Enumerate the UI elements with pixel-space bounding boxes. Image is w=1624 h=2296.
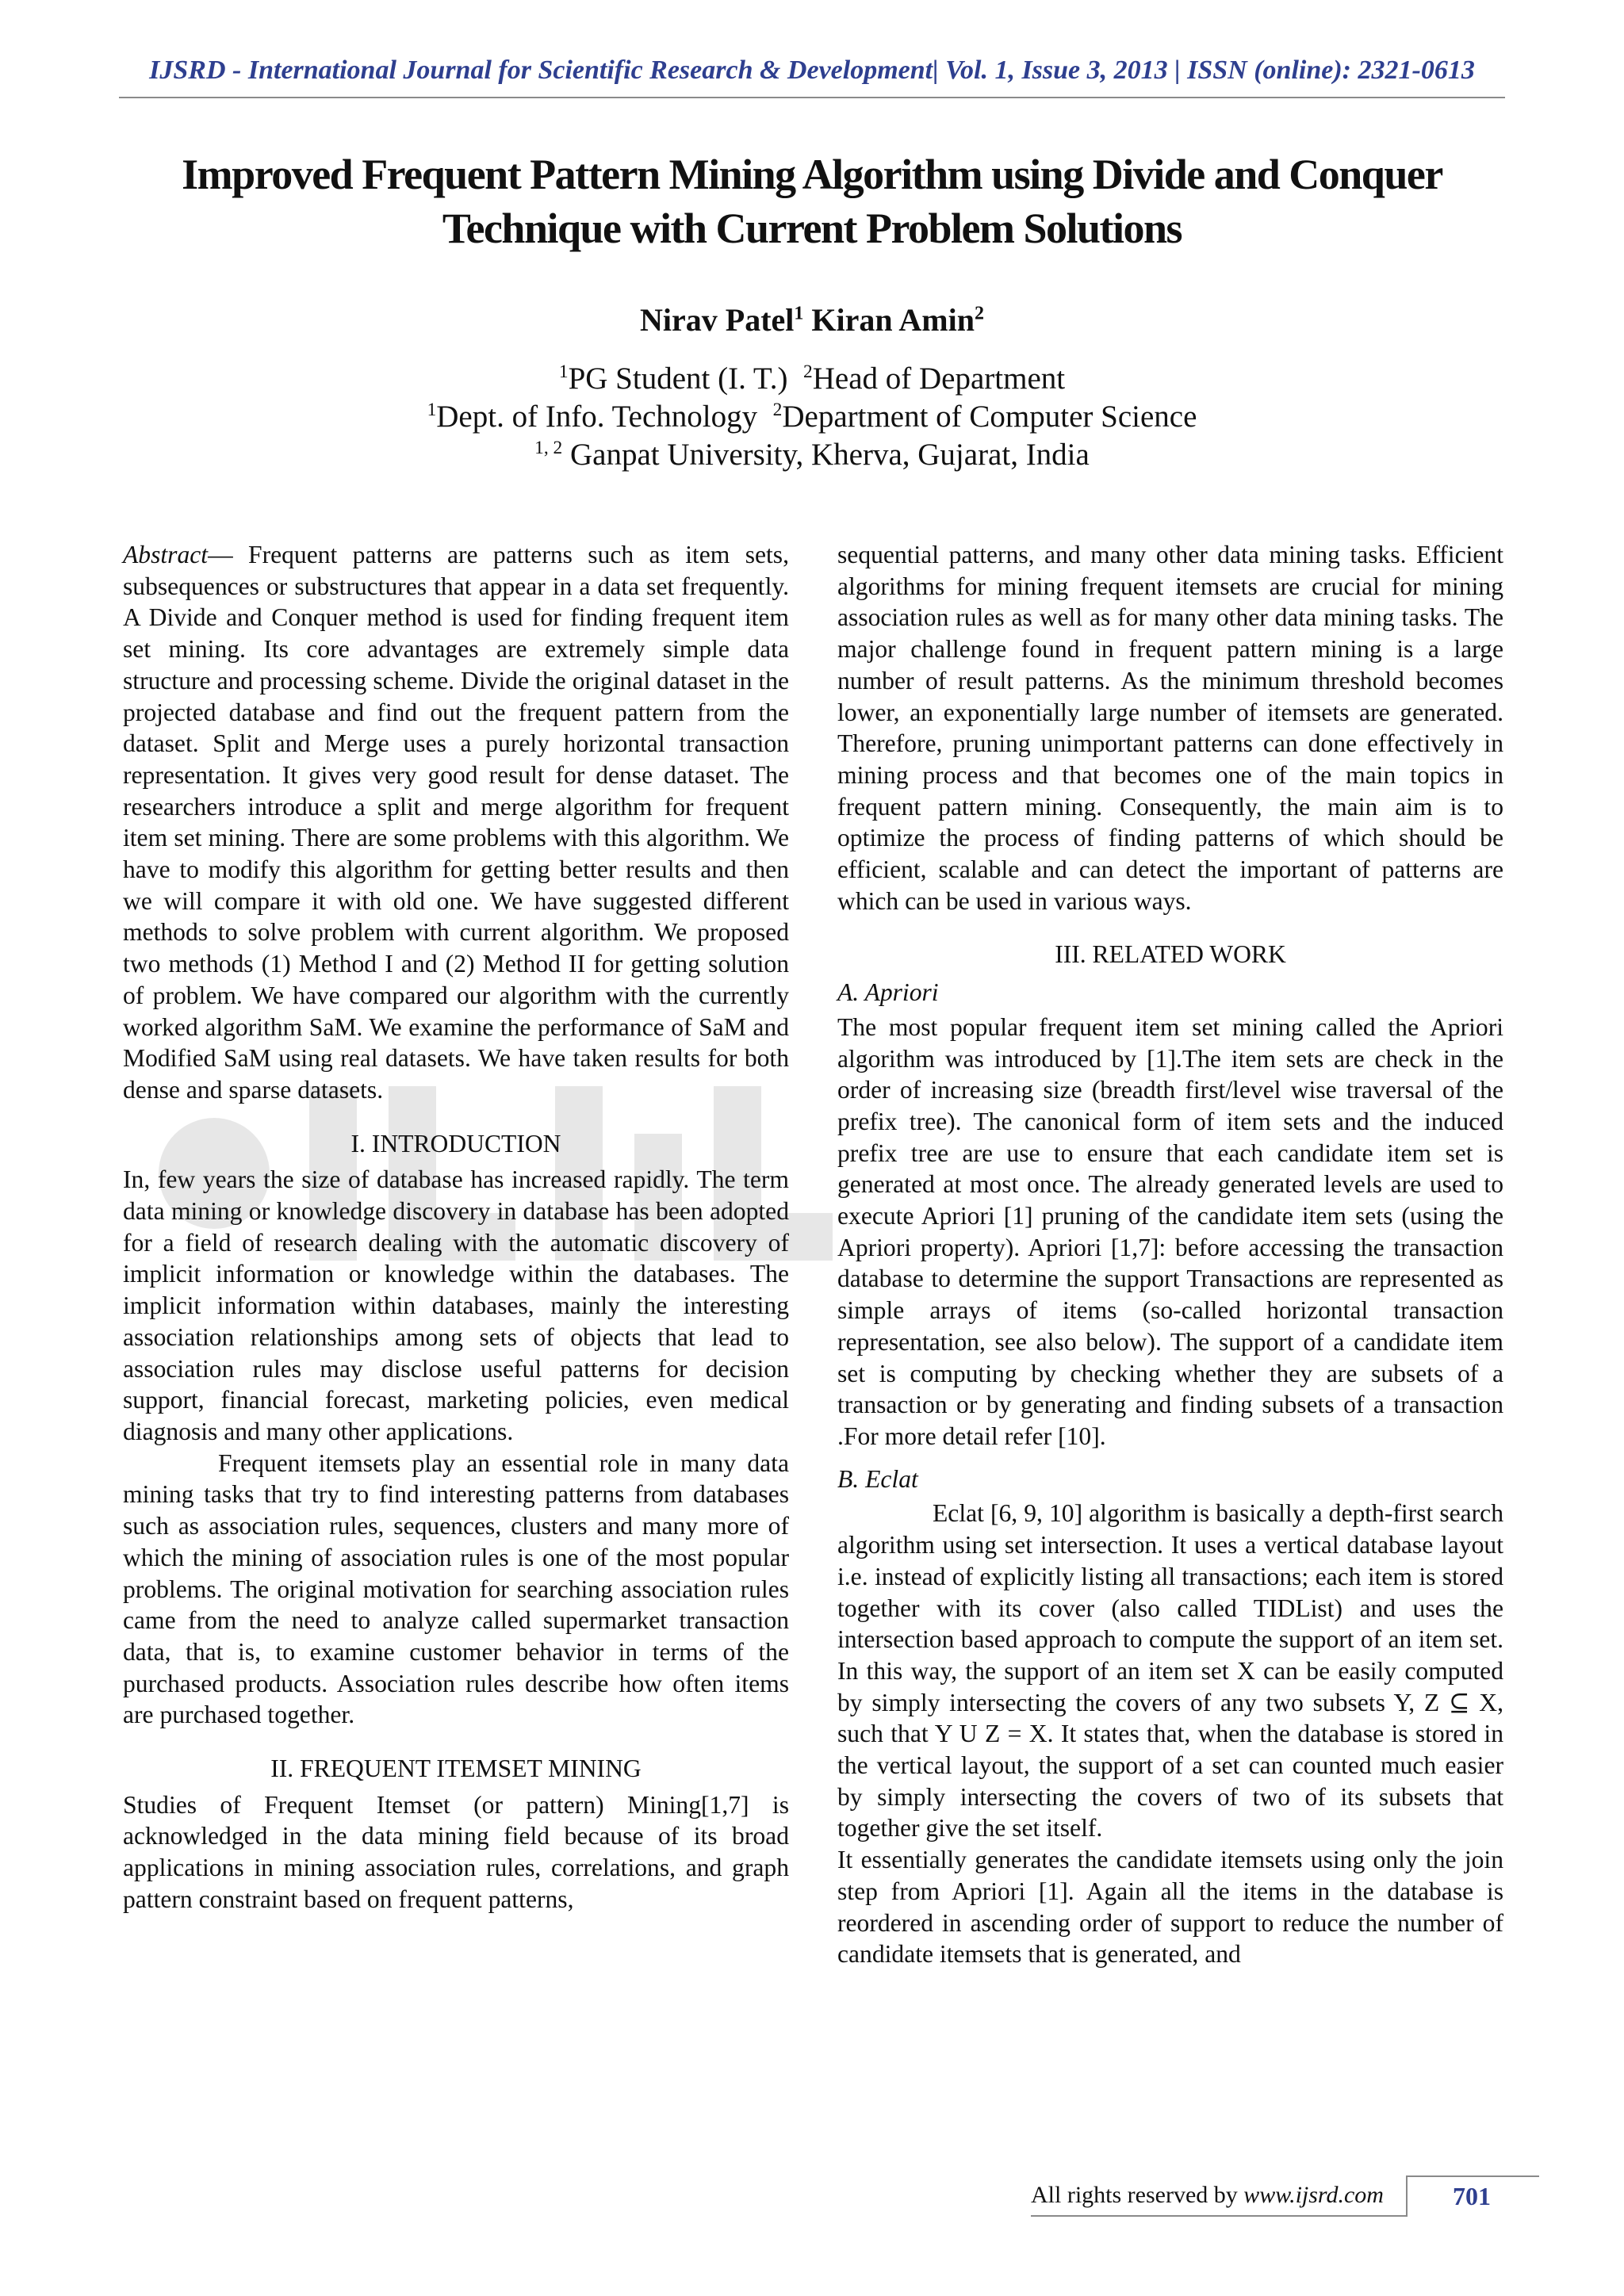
left-column [123,539,789,1915]
dept-2: Department of Computer Science [782,400,1197,434]
dept-2-sup: 2 [772,400,783,420]
intro-paragraph-2: Frequent itemsets play an essential role in many data mining tasks that try to find interesting patterns from databases such as association rules, sequences, clusters and many more of which the mining of association rules is one of the most popular problems. The original motivation for searching association rules came from the need to analyze called supermarket transaction data, that is, to examine customer behavior in terms of the purchased products. Association rules describe how often items are purchased together. [123,1448,789,1729]
abstract-label: Abstract [123,541,209,568]
paper-title-line-2: Technique with Current Problem Solutions [442,205,1182,252]
role-2-sup: 2 [803,362,813,382]
university-sup: 1, 2 [534,438,563,458]
footer-divider [1031,2215,1406,2217]
paper-title [159,147,1465,255]
apriori-paragraph: The most popular frequent item set mining called the Apriori algorithm was introduced by [1].The item sets are check in the order of increasing size (breadth first/level wise traversal of the prefix tree). The canonical form of item sets and the induced prefix tree are use to ensure that each candidate item set is generated at most once. The already generated levels are used to execute Apriori [1] pruning of the candidate item sets (using the Apriori property). Apriori [1,7]: before accessing the transaction database to determine the support Transactions are represented as simple arrays of items (so-called horizontal transaction representation, see also below). The support of a candidate item set is computing by checking whether they are subsets of a transaction or by generating and finding subsets of a transaction .For more detail refer [10]. [837,1012,1503,1450]
author-1-name: Nirav Patel [640,302,795,338]
subsection-heading-apriori: A. Apriori [837,978,939,1007]
subsection-heading-eclat: B. Eclat [837,1464,918,1493]
fim-paragraph-1: Studies of Frequent Itemset (or pattern) Mining[1,7] is acknowledged in the data mining field because of its broad applications in mining association rules, correlations, and graph pattern constraint based on frequent patterns, [123,1790,789,1913]
footer-site-link[interactable]: www.ijsrd.com [1243,2182,1384,2208]
page-number: 701 [1453,2182,1491,2210]
role-1-sup: 1 [558,362,569,382]
author-2-sup: 2 [974,303,984,324]
right-column [837,539,1503,1970]
header-divider [119,97,1505,98]
intro-paragraph-1: In, few years the size of database has increased rapidly. The term data mining or knowledge discovery in database has been adopted for a field of research dealing with the automatic discovery of implicit information or knowledge within the databases. The implicit information within databases, mainly the interesting association relationships among sets of objects that lead to association rules may disclose useful patterns for decision support, financial forecast, marketing policies, even medical diagnosis and many other applications. [123,1165,789,1445]
section-heading-introduction: I. INTRODUCTION [350,1129,561,1158]
footer-rights [1031,2182,1384,2209]
author-1-sup: 1 [794,303,804,324]
paper-title-line-1: Improved Frequent Pattern Mining Algorithm using Divide and Conquer [182,151,1442,198]
author-departments [159,392,1465,435]
author-2-name: Kiran Amin [811,302,975,338]
author-names [159,301,1465,339]
dept-1: Dept. of Info. Technology [436,400,758,434]
role-2: Head of Department [812,362,1066,396]
author-university [159,430,1465,473]
eclat-paragraph-2: It essentially generates the candidate itemsets using only the join step from Apriori [1]. Again all the items in the database is reordered in ascending order of support to reduce the number of candidate itemsets that is generated, and [837,1846,1503,1969]
eclat-paragraph-1: Eclat [6, 9, 10] algorithm is basically a depth-first search algorithm using set intersection. It uses a vertical database layout i.e. instead of explicitly listing all transactions; each item is stored together with its cover (also called TIDList) and uses the intersection based approach to compute the support of an item set. In this way, the support of an item set X can be easily computed by simply intersecting the covers of any two subsets Y, Z ⊆ X, such that Y U Z = X. It states that, when the database is stored in the vertical layout, the support of a set can counted much easier by simply intersecting the covers of two of its subsets that together give the set itself. [837,1499,1503,1843]
section-heading-frequent-itemset-mining: II. FREQUENT ITEMSET MINING [270,1755,642,1783]
university-name: Ganpat University, Kherva, Gujarat, India [570,438,1090,472]
role-1: PG Student (I. T.) [568,362,788,396]
fim-paragraph-1-continued: sequential patterns, and many other data mining tasks. Efficient algorithms for mining frequent itemsets are crucial for mining association rules as well as for many other data mining tasks. The major challenge found in frequent pattern mining is a large number of result patterns. As the minimum threshold becomes lower, an exponentially large number of itemsets are generated. Therefore, pruning unimportant patterns can done effectively in mining process and that becomes one of the main topics in frequent pattern mining. Consequently, the main aim is to optimize the process of finding patterns of which should be efficient, scalable and can detect the important of patterns are which can be used in various ways. [837,541,1503,915]
journal-header: IJSRD - International Journal for Scientific Research & Development| Vol. 1, Issue 3, 2013 | ISSN (online): 2321-0613 [149,55,1475,85]
dept-1-sup: 1 [427,400,437,420]
footer-rights-text: All rights reserved by [1031,2182,1244,2208]
author-roles [159,354,1465,397]
section-heading-related-work: III. RELATED WORK [1055,940,1286,969]
abstract [123,539,789,1106]
abstract-text: — Frequent patterns are patterns such as item sets, subsequences or substructures that appear in a data set frequently. A Divide and Conquer method is used for finding frequent item set mining. Its core advantages are extremely simple data structure and processing scheme. Divide the original dataset in the projected database and find out the frequent pattern from the dataset. Split and Merge uses a purely horizontal transaction representation. It gives very good result for dense dataset. The researchers introduce a split and merge algorithm for frequent item set mining. There are some problems with this algorithm. We have to modify this algorithm for getting better results and then we will compare it with old one. We have suggested different methods to solve problem with current algorithm. We proposed two methods (1) Method I and (2) Method II for getting solution of problem. We have compared our algorithm with the currently worked algorithm SaM. We examine the performance of SaM and Modified SaM using real datasets. We have taken results for both dense and sparse datasets. [123,541,789,1104]
